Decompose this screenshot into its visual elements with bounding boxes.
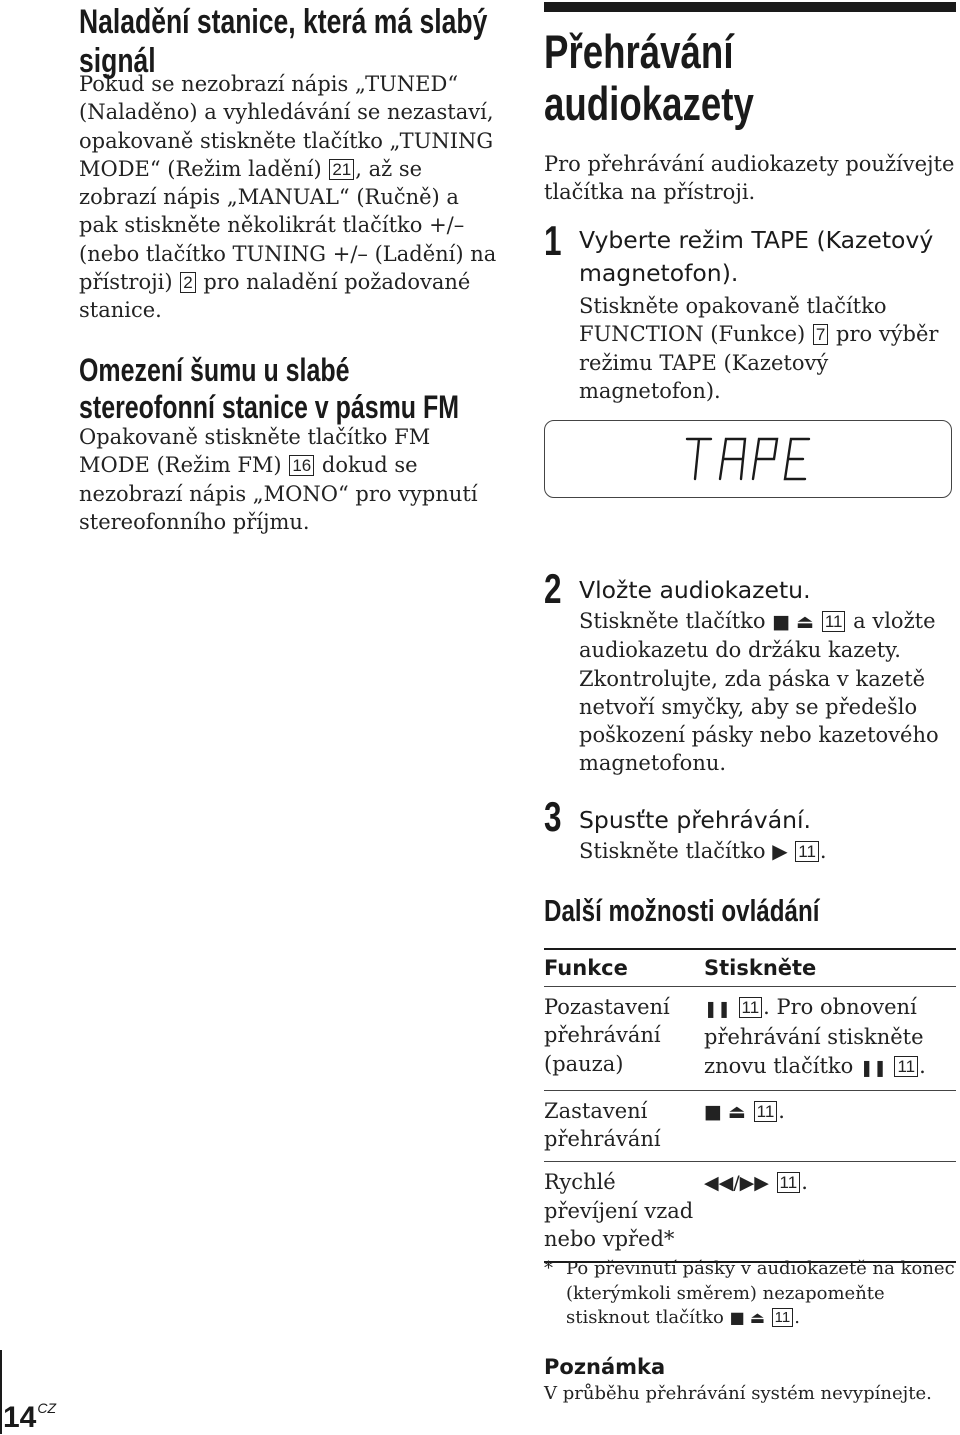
cell-text: . Pro obnovení přehrávání stiskněte znovu tlačítko: [704, 995, 924, 1078]
options-table-wrap: [544, 948, 956, 1263]
stop-eject-icon: ■ ⏏: [729, 1308, 765, 1327]
body-text: , až se zobrazí nápis „MANUAL“ (Ručně) a pak stiskněte několikrát tlačítko +/– (nebo tlačítko TUNING +/– (Ladění) na přístroji): [79, 156, 497, 295]
options-table: [544, 948, 956, 1263]
body-text: Stiskněte tlačítko: [579, 609, 773, 633]
section-title-weak-signal: Naladění stanice, která má slabý signál: [79, 3, 488, 81]
note-body: V průběhu přehrávání systém nevypínejte.: [544, 1383, 932, 1404]
pause-icon: ❚❚: [704, 999, 731, 1018]
step-title: Vyberte režim TAPE (Kazetový magnetofon).: [579, 226, 934, 287]
header-function: Funkce: [544, 956, 628, 980]
ref-number-box: 11: [754, 1101, 778, 1122]
body-text: dokud se nezobrazí nápis „MONO“ pro vypnutí stereofonního příjmu.: [79, 453, 478, 534]
cell-text: .: [801, 1170, 808, 1195]
section-body-fm-noise: [79, 423, 499, 536]
step-content: [579, 224, 959, 405]
section-top-rule: [544, 2, 956, 12]
table-row: [544, 987, 956, 1091]
segment-display-text: [683, 436, 813, 482]
footnote-star: *: [544, 1258, 553, 1279]
rewind-forward-icon: ◀◀/▶▶: [704, 1172, 769, 1195]
intro-text: Pro přehrávání audiokazety používejte tlačítka na přístroji.: [544, 152, 955, 205]
cell-text: .: [919, 1053, 926, 1078]
step-title: Vložte audiokazetu.: [579, 576, 811, 604]
body-text: Po převinutí pásky v audiokazetě na konec (kterýmkoli směrem) nezapomeňte stisknout tlačítko: [566, 1258, 955, 1328]
table-row: [544, 1090, 956, 1162]
page-language-code: CZ: [37, 1400, 57, 1416]
body-text: Pokud se nezobrazí nápis „TUNED“ (Naladěno) a vyhledávání se nezastaví, opakovaně stiskněte tlačítko „TUNING MODE“ (Režim ladění): [79, 72, 494, 181]
ref-number-box: 7: [813, 324, 828, 345]
ref-number-box: 11: [795, 841, 819, 862]
table-row: [544, 1162, 956, 1262]
ref-number-box: 11: [894, 1056, 918, 1077]
ref-number-box: 16: [289, 455, 314, 476]
footnote: [544, 1257, 956, 1331]
step-number: 2: [544, 565, 562, 612]
note-title: Poznámka: [544, 1355, 666, 1379]
table-header-row: [544, 949, 956, 987]
ref-number-box: 21: [329, 159, 354, 180]
table-cell-function: Pozastavení přehrávání (pauza): [544, 995, 670, 1076]
lcd-display: [544, 420, 952, 498]
table-cell-function: Zastavení přehrávání: [544, 1098, 661, 1152]
body-text: Stiskněte tlačítko: [579, 839, 773, 863]
page-number: [3, 1400, 56, 1435]
stop-eject-icon: ■ ⏏: [772, 611, 815, 633]
ref-number-box: 11: [777, 1172, 801, 1193]
section-title-fm-noise: Omezení šumu u slabé stereofonní stanice v pásmu FM: [79, 352, 460, 426]
pause-icon: ❚❚: [859, 1057, 887, 1077]
footnote-text: [566, 1257, 956, 1331]
step-body: [579, 607, 959, 778]
step-body: [579, 292, 959, 405]
body-text: Opakovaně stiskněte tlačítko FM MODE (Režim FM): [79, 425, 431, 478]
ref-number-box: 11: [772, 1308, 794, 1327]
ref-number-box: 11: [822, 611, 846, 632]
step-title: Spusťte přehrávání.: [579, 806, 812, 834]
step-number: 1: [544, 217, 562, 264]
step-body: [579, 837, 959, 865]
body-text: pro naladění požadované stanice.: [79, 270, 471, 323]
table-cell-press: [704, 1090, 956, 1162]
step-content: [579, 804, 959, 865]
table-cell-press: [704, 1162, 956, 1262]
more-options-title: Další možnosti ovládání: [544, 893, 820, 928]
body-text: .: [794, 1307, 800, 1328]
page-title: Přehrávání audiokazety: [544, 25, 754, 130]
table-cell-press: [704, 987, 956, 1091]
body-text: pro výběr režimu TAPE (Kazetový magnetofon).: [579, 322, 939, 403]
cell-text: .: [778, 1098, 785, 1123]
ref-number-box: 11: [739, 997, 763, 1018]
body-text: Stiskněte opakovaně tlačítko FUNCTION (Funkce): [579, 294, 887, 347]
ref-number-box: 2: [180, 272, 195, 293]
header-press: Stiskněte: [704, 956, 817, 980]
play-icon: ▶: [772, 839, 788, 863]
step-content: [579, 574, 959, 778]
body-text: .: [819, 839, 827, 863]
section-body-weak-signal: [79, 70, 499, 325]
table-cell-function: Rychlé převíjení vzad nebo vpřed*: [544, 1170, 694, 1252]
body-text: a vložte audiokazetu do držáku kazety. Zkontrolujte, zda páska v kazetě netvoří smyčky, aby se předešlo poškození pásky nebo kazetového magnetofonu.: [579, 609, 939, 776]
stop-eject-icon: ■ ⏏: [704, 1100, 746, 1123]
page-number-value: 14: [3, 1401, 37, 1434]
page-edge-marker: [0, 1350, 2, 1434]
step-number: 3: [544, 793, 562, 840]
